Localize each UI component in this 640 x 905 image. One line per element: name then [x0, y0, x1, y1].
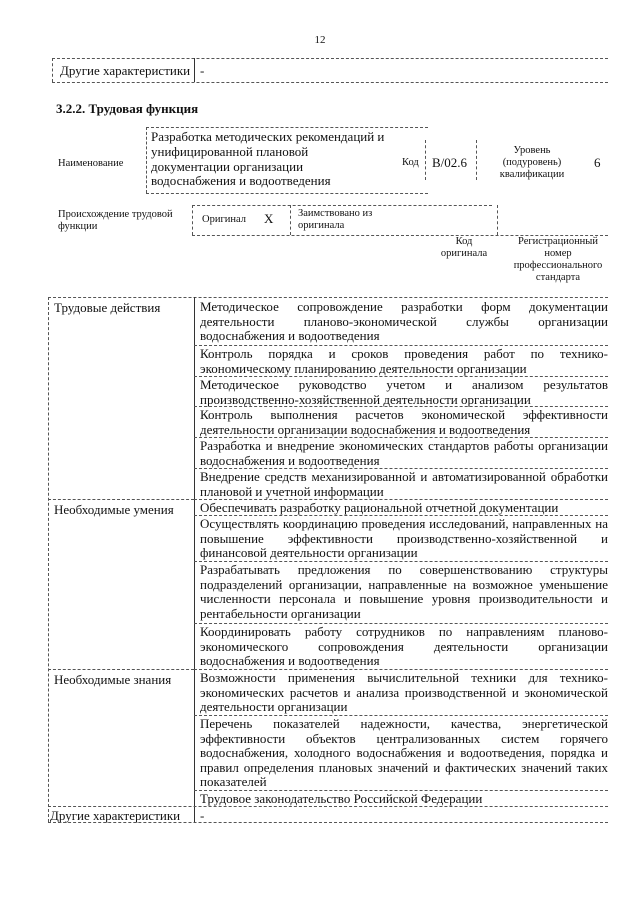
required-knowledge-item	[200, 792, 608, 807]
code-original-caption-line: Код	[455, 236, 473, 247]
function-name-line: водоснабжения и водоотведения	[151, 173, 331, 189]
function-name-line: унифицированной плановой	[151, 143, 309, 159]
top-row-left-border	[52, 58, 53, 82]
required-skill-line: Разрабатывать предложения по совершенствованию структуры	[200, 562, 608, 577]
required-skill-line: подразделений организации, направленные на возможное уменьшение	[200, 576, 608, 592]
required-skill-line: повышение эффективности производственно-хозяйственной и	[200, 530, 608, 546]
required-knowledge-line: эффективности объектов централизованных систем горячего	[200, 730, 608, 746]
page-number: 12	[314, 34, 326, 46]
origin-label-line: Происхождение трудовой	[58, 209, 173, 220]
required-skill-item	[200, 517, 608, 561]
borrowed-label-line: оригинала	[298, 220, 345, 231]
level-label-line: Уровень	[513, 145, 551, 156]
required-skill-item	[200, 625, 608, 669]
required-knowledge-line: водоснабжения, холодного водоснабжения и водоотведения, порядка и	[200, 745, 608, 760]
bottom-other-value: -	[200, 808, 205, 823]
required-knowledge-item	[200, 671, 608, 715]
borrowed-label	[298, 208, 372, 232]
required-skill-line: экономического сопровождения деятельности организации	[200, 638, 608, 654]
level-value: 6	[594, 155, 601, 170]
labor-action-line: деятельности планово-экономической службы организации	[200, 313, 608, 329]
level-label-line: (подуровень)	[502, 157, 562, 168]
labor-action-item	[200, 408, 608, 437]
original-mark: X	[264, 211, 274, 226]
required-knowledge-line: Трудовое законодательство Российской Федерации	[200, 791, 483, 806]
top-other-value: -	[200, 63, 205, 78]
registration-caption	[510, 236, 606, 284]
labor-action-item	[200, 470, 608, 499]
labor-action-item	[200, 300, 608, 344]
required-knowledge-line: экономических расчетов и анализа производственной и экономической	[200, 684, 608, 700]
required-skill-line: водоснабжения и водоотведения	[200, 653, 380, 668]
level-label	[496, 145, 568, 181]
name-label: Наименование	[58, 158, 124, 169]
labor-action-line: Разработка и внедрение экономических стандартов работы организации	[200, 438, 608, 453]
labor-action-line: Контроль порядка и сроков проведения работ по технико-	[200, 346, 608, 361]
code-box-right	[476, 140, 477, 180]
borrowed-label-line: Заимствовано из	[298, 208, 373, 219]
required-skill-item	[200, 501, 608, 516]
origin-box-divider	[290, 205, 291, 235]
labor-action-line: Внедрение средств механизированной и автоматизированной обработки	[200, 469, 608, 484]
required-knowledge-line: деятельности организации	[200, 699, 348, 714]
required-skill-line: численности персонала и повышение уровня производительности и	[200, 591, 608, 606]
required-knowledge-label: Необходимые знания	[54, 672, 172, 687]
origin-box-left	[192, 205, 193, 235]
bottom-other-label: Другие характеристики	[50, 808, 181, 823]
labor-action-line: водоснабжения и водоотведения	[200, 452, 380, 468]
name-box-left	[146, 127, 147, 193]
required-skill-line: Координировать работу сотрудников по направлениям планово-	[200, 624, 608, 639]
required-skill-line: Обеспечивать разработку рациональной отчетной документации	[200, 500, 559, 515]
origin-box-top	[192, 205, 492, 206]
required-knowledge-item	[200, 717, 608, 790]
original-label: Оригинал	[202, 214, 246, 225]
registration-caption-line: Регистрационный	[518, 236, 598, 247]
function-name-line: Разработка методических рекомендаций и	[151, 129, 385, 144]
code-label: Код	[402, 157, 419, 168]
top-row-bottom-border	[52, 82, 608, 83]
labor-action-line: экономическому планированию деятельности организации	[200, 360, 527, 376]
labor-action-item	[200, 439, 608, 468]
origin-label-line: функции	[58, 221, 98, 232]
code-box-left	[425, 140, 426, 180]
labor-action-line: Методическое руководство учетом и анализом результатов	[200, 377, 608, 392]
code-original-caption-line: оригинала	[440, 248, 488, 259]
level-label-line: квалификации	[499, 169, 565, 180]
name-box-bottom	[146, 193, 428, 194]
required-skill-line: финансовой деятельности организации	[200, 545, 418, 560]
labor-action-line: производственно-хозяйственной деятельности организации	[200, 391, 531, 407]
labor-action-line: водоснабжения и водоотведения	[200, 328, 380, 343]
code-value: B/02.6	[432, 155, 468, 170]
top-other-label: Другие характеристики	[60, 63, 191, 78]
function-name-line: документации организации	[151, 158, 304, 174]
name-box-top	[146, 127, 428, 128]
registration-caption-line: номер	[544, 248, 572, 259]
main-table-left	[48, 297, 49, 822]
registration-caption-line: профессионального	[513, 260, 603, 271]
required-skill-line: Осуществлять координацию проведения исследований, направленных на	[200, 516, 608, 531]
labor-action-line: Методическое сопровождение разработки форм документации	[200, 299, 608, 314]
required-knowledge-line: Возможности применения вычислительной техники для технико-	[200, 670, 608, 685]
main-table-bottom	[48, 822, 608, 823]
required-skills-separator	[48, 669, 194, 670]
labor-action-line: Контроль выполнения расчетов экономической эффективности	[200, 407, 608, 422]
required-knowledge-line: показателей	[200, 774, 267, 789]
labor-action-line: плановой и учетной информации	[200, 483, 384, 499]
labor-action-item	[200, 378, 608, 407]
top-row-divider	[194, 58, 195, 82]
origin-label	[58, 209, 173, 233]
required-skill-line: рентабельности организации	[200, 605, 361, 621]
section-title: 3.2.2. Трудовая функция	[56, 101, 199, 116]
labor-action-line: деятельности организации водоснабжения и водоотведения	[200, 421, 531, 437]
labor-action-item	[200, 347, 608, 376]
labor-actions-separator	[48, 499, 194, 500]
top-row-top-border	[52, 58, 608, 59]
code-original-box-left	[497, 205, 498, 235]
labor-actions-label: Трудовые действия	[54, 300, 161, 315]
main-table-top	[48, 297, 608, 298]
function-name	[151, 130, 411, 189]
code-original-caption	[424, 236, 504, 260]
required-skills-label: Необходимые умения	[54, 502, 174, 517]
registration-caption-line: стандарта	[535, 272, 581, 283]
required-knowledge-line: правил определения плановых значений и фактических значений таких	[200, 759, 608, 775]
required-knowledge-line: Перечень показателей надежности, качества, энергетической	[200, 716, 608, 731]
required-skill-item	[200, 563, 608, 621]
